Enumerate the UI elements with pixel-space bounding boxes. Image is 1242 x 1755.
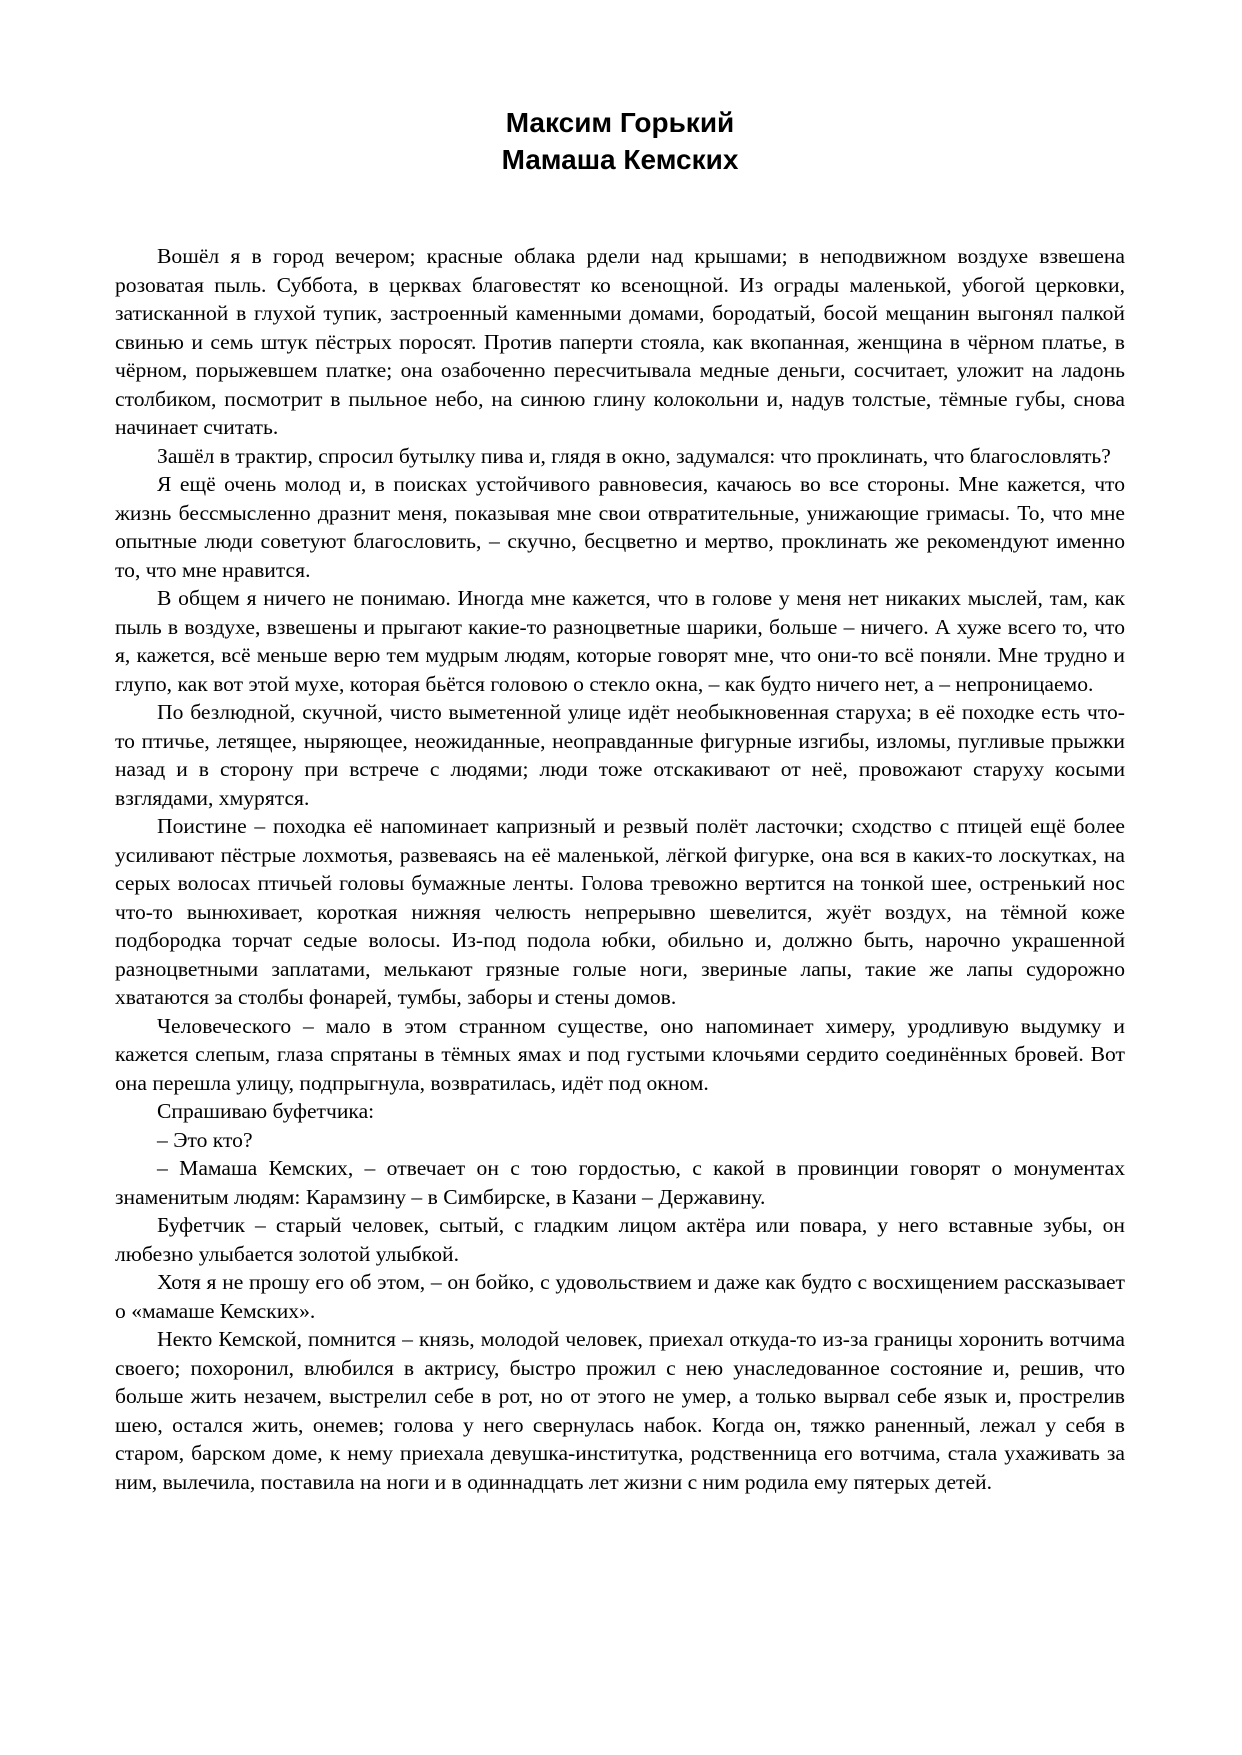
story-title: Мамаша Кемских	[501, 144, 739, 175]
paragraph: Вошёл я в город вечером; красные облака рдели над крышами; в неподвижном воздухе взвешена розоватая пыль. Суббота, в церквах благовестят ко всенощной. Из ограды маленькой, убогой церковки, затисканной в глухой тупик, застроенный каменными домами, бородатый, босой мещанин выгонял палкой свинью и семь штук пёстрых поросят. Против паперти стояла, как вкопанная, женщина в чёрном платье, в чёрном, порыжевшем платке; она озабоченно пересчитывала медные деньги, сосчитает, уложит на ладонь столбиком, посмотрит в пыльное небо, на синюю глину колокольни и, надув толстые, тёмные губы, снова начинает считать.	[115, 244, 1125, 439]
document-header	[115, 104, 1125, 178]
document-page	[115, 104, 1125, 1496]
paragraph: Я ещё очень молод и, в поисках устойчивого равновесия, качаюсь во все стороны. Мне кажется, что жизнь бессмысленно дразнит меня, показывая мне свои отвратительные, унижающие гримасы. То, что мне опытные люди советуют благословить, – скучно, бесцветно и мертво, проклинать же рекомендуют именно то, что мне нравится.	[115, 472, 1125, 582]
paragraph: Хотя я не прошу его об этом, – он бойко, с удовольствием и даже как будто с восхищением рассказывает о «мамаше Кемских».	[115, 1270, 1125, 1323]
paragraph: В общем я ничего не понимаю. Иногда мне кажется, что в голове у меня нет никаких мыслей, там, как пыль в воздухе, взвешены и прыгают какие-то разноцветные шарики, больше – ничего. А хуже всего то, что я, кажется, всё меньше верю тем мудрым людям, которые говорят мне, что они-то всё поняли. Мне трудно и глупо, как вот этой мухе, которая бьётся головою о стекло окна, – как будто ничего нет, а – непроницаемо.	[115, 586, 1125, 696]
paragraph: Некто Кемской, помнится – князь, молодой человек, приехал откуда-то из-за границы хоронить вотчима своего; похоронил, влюбился в актрису, быстро прожил с нею унаследованное состояние и, решив, что больше жить незачем, выстрелил себе в рот, но от этого не умер, а только вырвал себе язык и, прострелив шею, остался жить, онемев; голова у него свернулась набок. Когда он, тяжко раненный, лежал у себя в старом, барском доме, к нему приехала девушка-институтка, родственница его вотчима, стала ухаживать за ним, вылечила, поставила на ноги и в одиннадцать лет жизни с ним родила ему пятерых детей.	[115, 1327, 1125, 1494]
paragraph: Буфетчик – старый человек, сытый, с гладким лицом актёра или повара, у него вставные зубы, он любезно улыбается золотой улыбкой.	[115, 1213, 1125, 1266]
author-name: Максим Горький	[505, 107, 735, 138]
paragraph: Спрашиваю буфетчика:	[157, 1099, 375, 1123]
paragraph: – Это кто?	[157, 1127, 253, 1152]
paragraph: Зашёл в трактир, спросил бутылку пива и, глядя в окно, задумался: что проклинать, что благословлять?	[157, 443, 1111, 468]
paragraph: Человеческого – мало в этом странном существе, оно напоминает химеру, уродливую выдумку и кажется слепым, глаза спрятаны в тёмных ямах и под густыми клочьями сердито соединённых бровей. Вот она перешла улицу, подпрыгнула, возвратилась, идёт под окном.	[115, 1013, 1125, 1095]
story-text	[115, 242, 1125, 1496]
paragraph: По безлюдной, скучной, чисто выметенной улице идёт необыкновенная старуха; в её походке есть что-то птичье, летящее, ныряющее, неожиданные, неоправданные фигурные изгибы, изломы, пугливые прыжки назад и в сторону при встрече с людями; люди тоже отскакивают от неё, провожают старуху косыми взглядами, хмурятся.	[115, 700, 1125, 810]
paragraph: – Мамаша Кемских, – отвечает он с тою гордостью, с какой в провинции говорят о монументах знаменитым людям: Карамзину – в Симбирске, в Казани – Державину.	[115, 1156, 1125, 1209]
paragraph: Поистине – походка её напоминает капризный и резвый полёт ласточки; сходство с птицей ещё более усиливают пёстрые лохмотья, развеваясь на её маленькой, лёгкой фигурке, она вся в каких-то лоскутках, на серых волосах птичьей головы бумажные ленты. Голова тревожно вертится на тонкой шее, остренький нос что-то вынюхивает, короткая нижняя челюсть непрерывно шевелится, жуёт воздух, на тёмной коже подбородка торчат седые волосы. Из-под подола юбки, обильно и, должно быть, нарочно украшенной разноцветными заплатами, мелькают грязные голые ноги, звериные лапы, такие же лапы судорожно хватаются за столбы фонарей, тумбы, заборы и стены домов.	[115, 814, 1125, 1009]
